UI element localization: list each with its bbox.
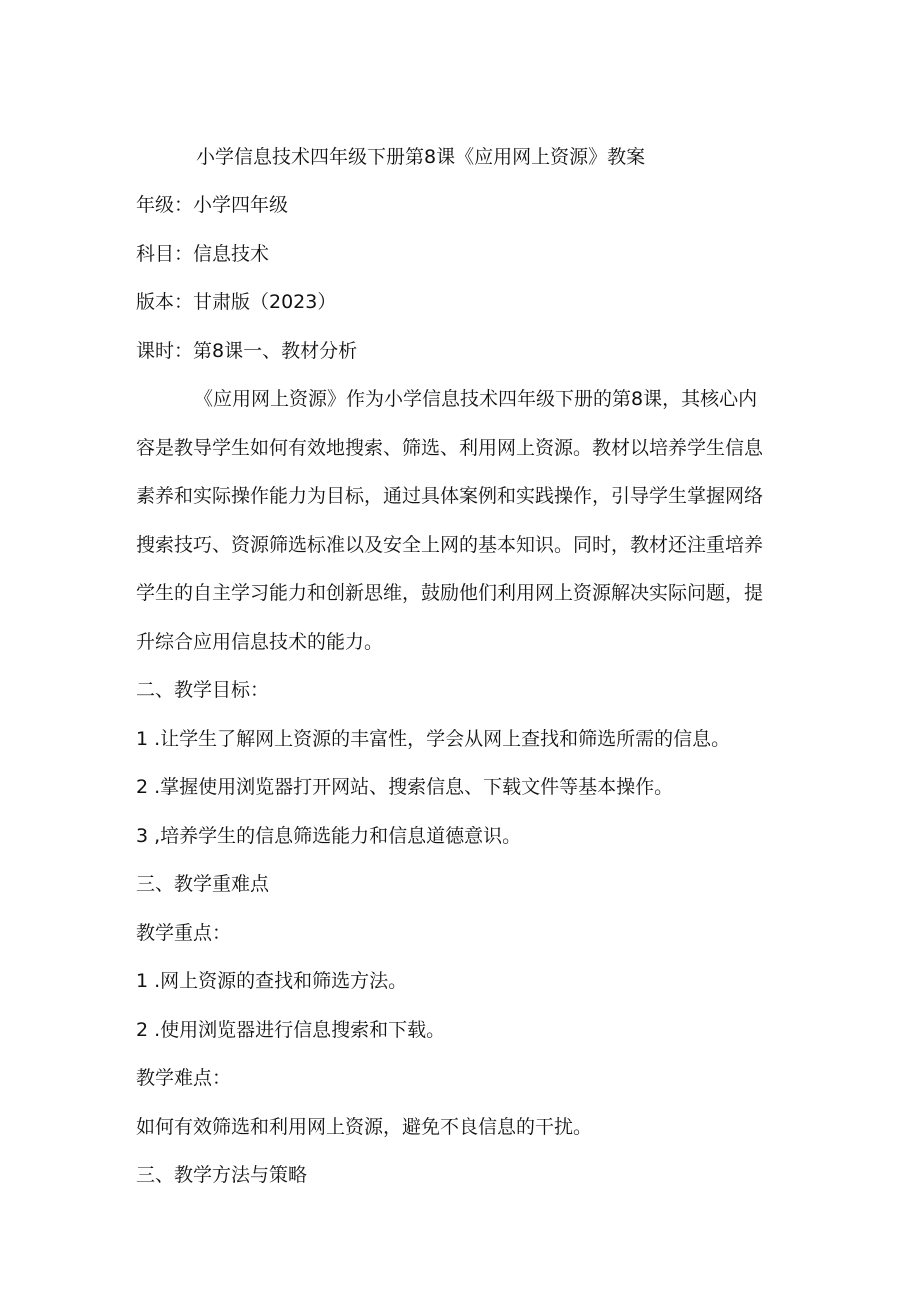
objectives-heading: 二、教学目标： xyxy=(136,679,270,701)
methods-heading: 三、教学方法与策略 xyxy=(136,1164,308,1186)
analysis-line: 《应用网上资源》作为小学信息技术四年级下册的第8课，其核心内 xyxy=(194,388,758,410)
grade-line: 年级：小学四年级 xyxy=(136,194,289,216)
edition-line: 版本：甘肃版（2023） xyxy=(136,291,337,313)
difficulty-text: 如何有效筛选和利用网上资源，避免不良信息的干扰。 xyxy=(136,1116,593,1138)
analysis-line: 素养和实际操作能力为目标，通过具体案例和实践操作，引导学生掌握网络 xyxy=(136,485,764,507)
analysis-line: 升综合应用信息技术的能力。 xyxy=(136,631,384,653)
difficulty-label: 教学难点： xyxy=(136,1067,232,1089)
lesson-line: 课时：第8课一、教材分析 xyxy=(136,340,358,362)
focus-label: 教学重点： xyxy=(136,922,232,944)
objective-item: 1 .让学生了解网上资源的丰富性，学会从网上查找和筛选所需的信息。 xyxy=(136,728,731,750)
analysis-line: 容是教导学生如何有效地搜索、筛选、利用网上资源。教材以培养学生信息 xyxy=(136,437,764,459)
objective-item: 3 ,培养学生的信息筛选能力和信息道德意识。 xyxy=(136,825,522,847)
document-title: 小学信息技术四年级下册第8课《应用网上资源》教案 xyxy=(196,146,646,168)
subject-line: 科目：信息技术 xyxy=(136,243,270,265)
focus-item: 1 .网上资源的查找和筛选方法。 xyxy=(136,970,408,992)
keypoints-heading: 三、教学重难点 xyxy=(136,873,270,895)
analysis-line: 搜索技巧、资源筛选标准以及安全上网的基本知识。同时，教材还注重培养 xyxy=(136,534,764,556)
focus-item: 2 .使用浏览器进行信息搜索和下载。 xyxy=(136,1019,446,1041)
analysis-line: 学生的自主学习能力和创新思维，鼓励他们利用网上资源解决实际问题，提 xyxy=(136,582,764,604)
objective-item: 2 .掌握使用浏览器打开网站、搜索信息、下载文件等基本操作。 xyxy=(136,776,674,798)
